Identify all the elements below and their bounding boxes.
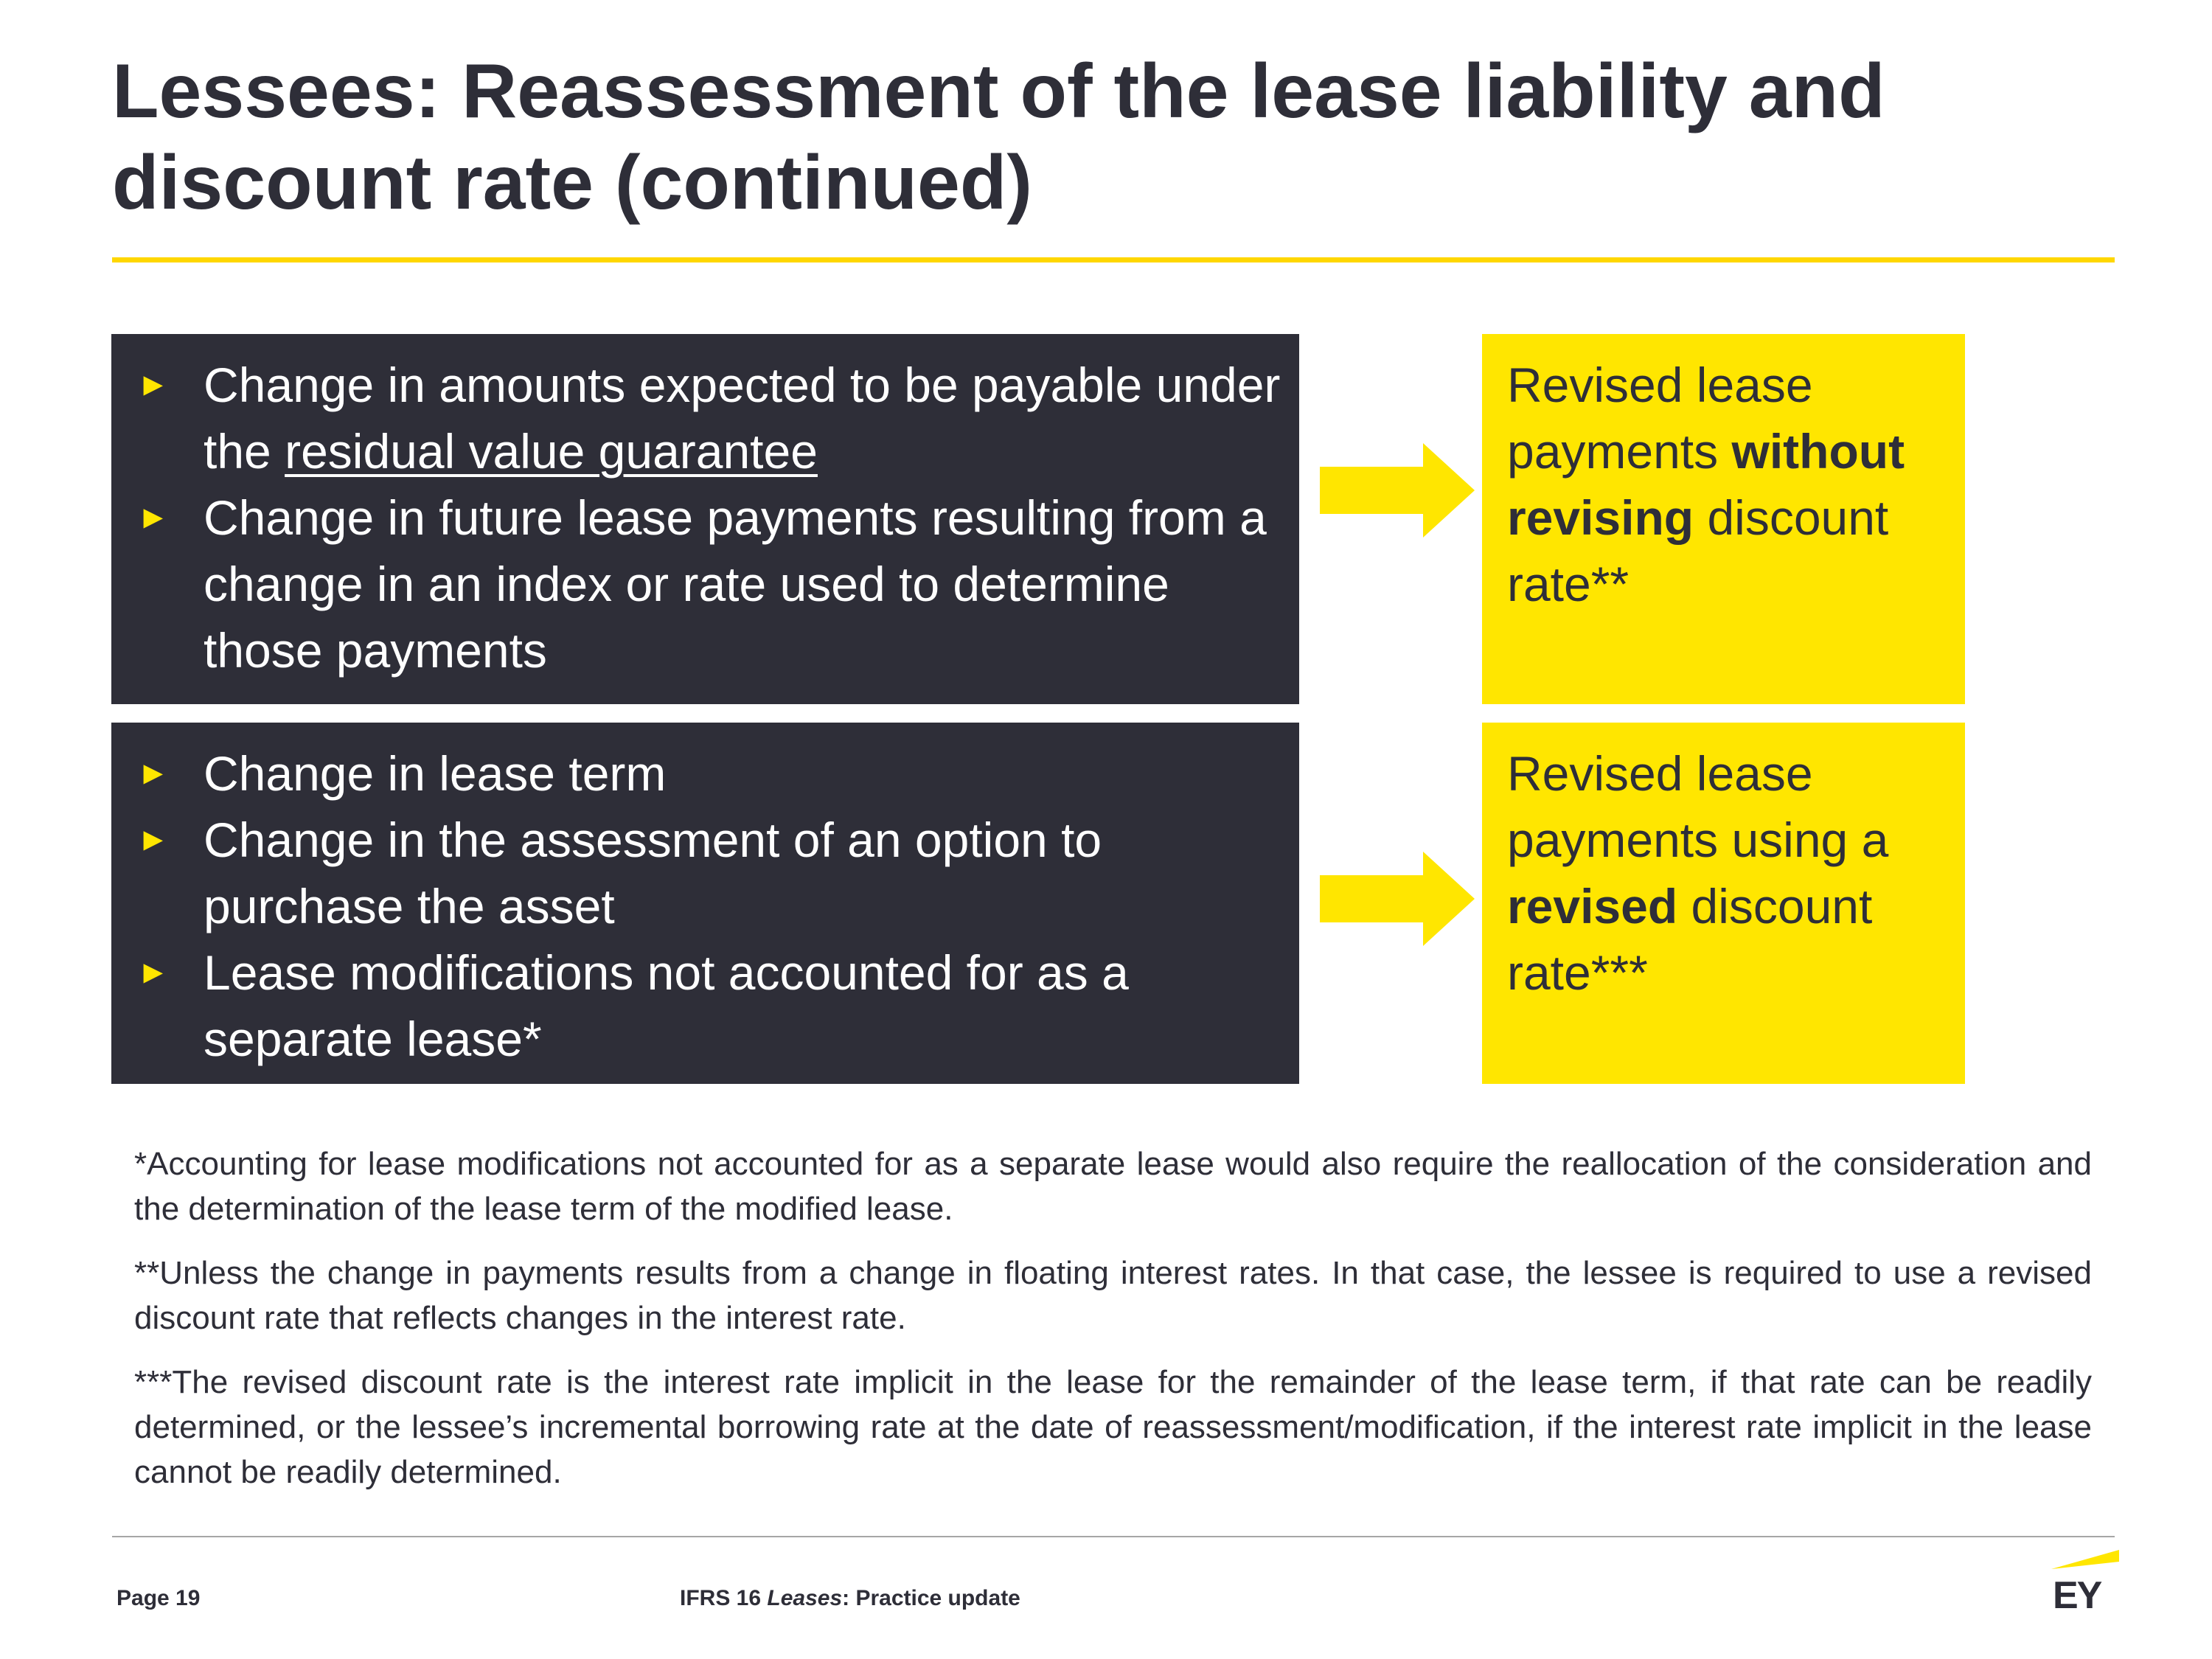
residual-value-guarantee-link-text: residual value guarantee xyxy=(285,424,818,479)
footnote-3: ***The revised discount rate is the interest rate implicit in the lease for the remainder of the lease term, if that rate can be readily determined, or the lessee’s incremental borrowing rate at the date of reassessment/modification, if the interest rate implicit in the lease cannot be readily determined. xyxy=(134,1364,2092,1490)
footnote-1: *Accounting for lease modifications not accounted for as a separate lease would also require the reallocation of the consideration and the determination of the lease term of the modified lease. xyxy=(134,1146,2092,1227)
footnote-2: **Unless the change in payments results from a change in floating interest rates. In that case, the lessee is required to use a revised discount rate that reflects changes in the interest rate. xyxy=(134,1255,2092,1336)
bullet-lease-modifications: ► Lease modifications not accounted for as a separate lease* xyxy=(111,939,1299,1072)
title-divider xyxy=(112,257,2115,262)
ey-logo: EY xyxy=(2053,1574,2101,1617)
result-box-revised-rate: Revised lease payments using a revised discount rate*** xyxy=(1482,723,1965,1084)
title-line-2: discount rate (continued) xyxy=(112,140,1032,226)
document-title: IFRS 16 Leases: Practice update xyxy=(680,1586,1020,1610)
bullet-purchase-option-change: ► Change in the assessment of an option to purchase the asset xyxy=(111,807,1299,939)
triangle-right-icon: ► xyxy=(137,366,170,403)
title-line-1: Lessees: Reassessment of the lease liability and xyxy=(112,49,1885,134)
triggers-box-rate-change xyxy=(111,723,1299,1084)
page-title xyxy=(112,46,2103,229)
triggers-box-no-rate-change xyxy=(111,334,1299,704)
footnotes xyxy=(134,1141,2092,1514)
triangle-right-icon: ► xyxy=(137,499,170,535)
footer-divider xyxy=(112,1536,2115,1537)
result-box-without-revising-rate: Revised lease payments without revising discount rate** xyxy=(1482,334,1965,704)
arrow-right-icon xyxy=(1320,852,1475,946)
triangle-right-icon: ► xyxy=(137,821,170,858)
bullet-lease-term-change: ► Change in lease term xyxy=(111,740,1299,807)
triangle-right-icon: ► xyxy=(137,954,170,990)
bullet-residual-value-guarantee: ► Change in amounts expected to be payable under the residual value guarantee xyxy=(111,352,1299,484)
bullet-index-or-rate-change: ► Change in future lease payments resulting from a change in an index or rate used to determine those payments xyxy=(111,484,1299,684)
arrow-right-icon xyxy=(1320,443,1475,538)
page-number: Page 19 xyxy=(116,1586,201,1610)
triangle-right-icon: ► xyxy=(137,755,170,791)
